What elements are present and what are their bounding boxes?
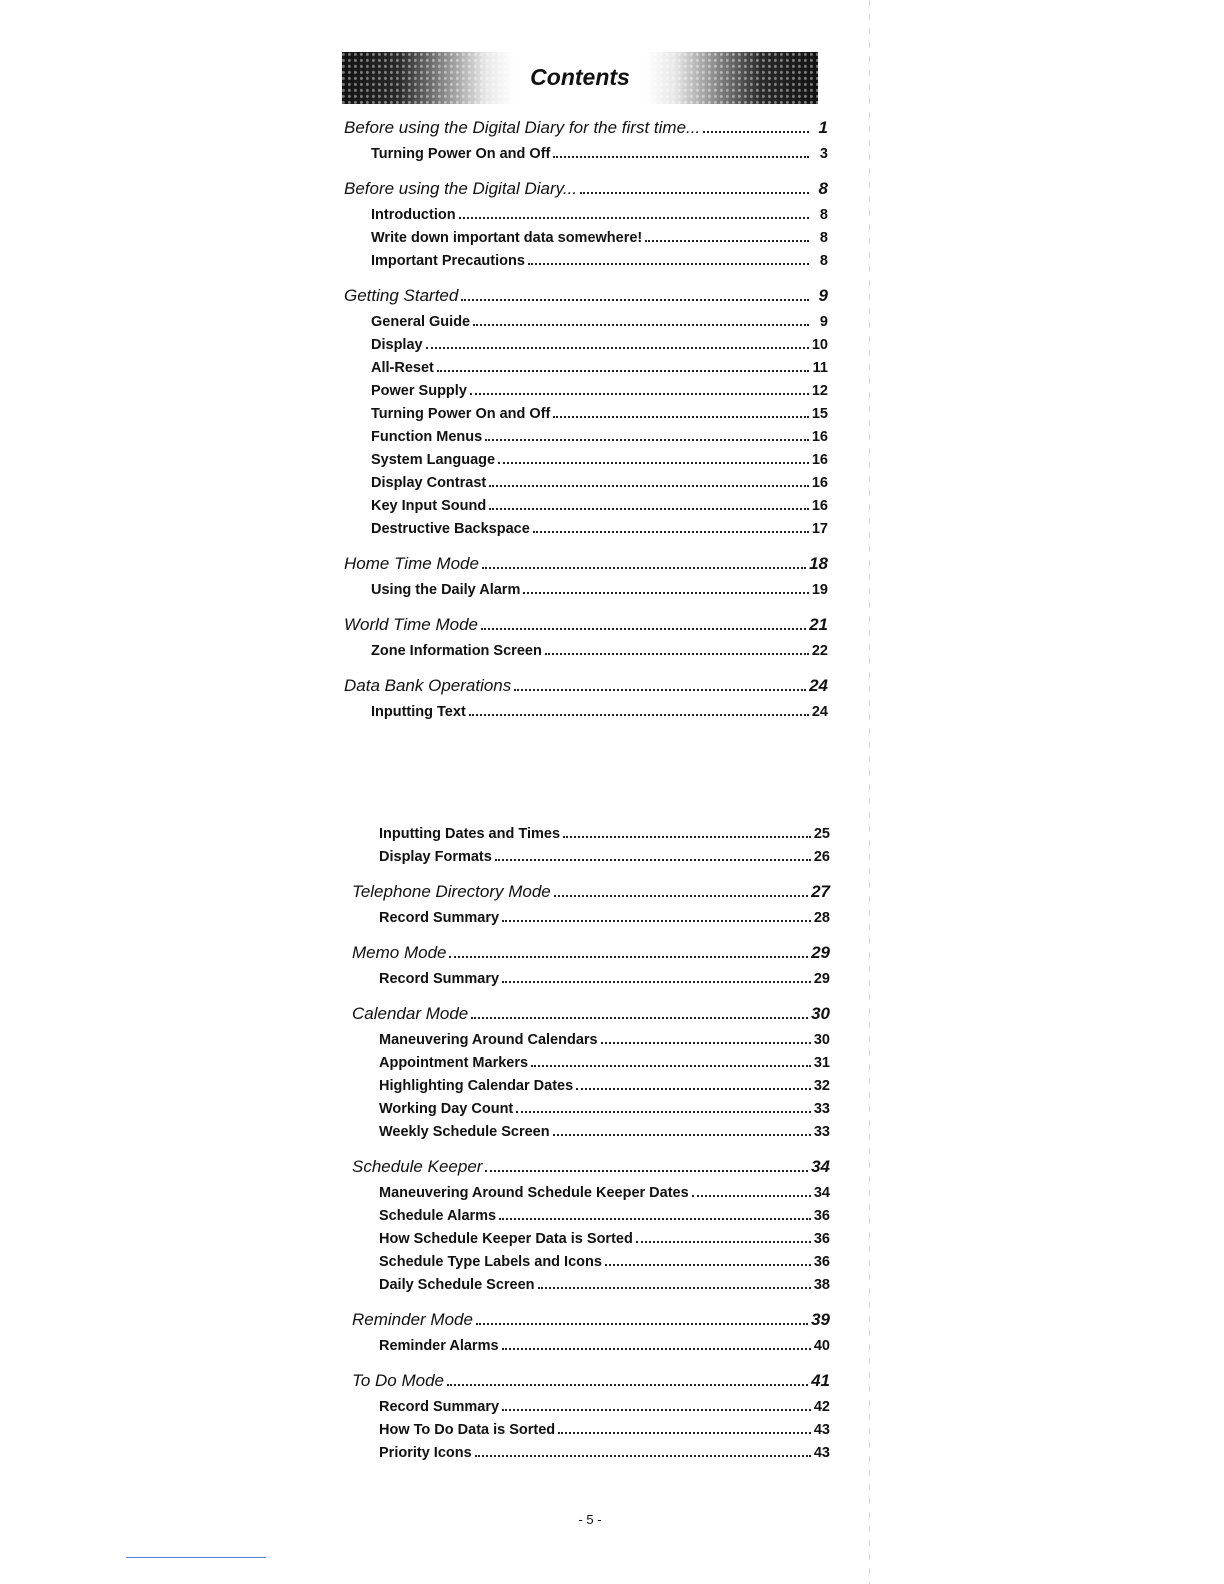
toc-section-heading[interactable] (352, 1371, 830, 1399)
toc-entry[interactable] (344, 498, 828, 521)
toc-entry[interactable] (344, 452, 828, 475)
toc-entry[interactable] (352, 1078, 830, 1101)
toc-entry-label: Power Supply (371, 383, 467, 399)
dot-leader (563, 836, 811, 838)
toc-section-heading[interactable] (344, 286, 828, 314)
toc-entry-page: 36 (813, 1208, 830, 1224)
toc-section (352, 1004, 830, 1147)
table-of-contents-top (344, 118, 828, 727)
dot-leader (605, 1264, 811, 1266)
toc-entry-page: 30 (813, 1032, 830, 1048)
toc-entry-page: 28 (813, 910, 830, 926)
toc-entry-label: Inputting Text (371, 704, 466, 720)
toc-section-heading[interactable] (352, 943, 830, 971)
toc-entry[interactable] (344, 475, 828, 498)
toc-entry-label: Zone Information Screen (371, 643, 542, 659)
scan-edge-line (869, 0, 870, 1584)
toc-heading-label: Getting Started (344, 286, 459, 305)
toc-entry[interactable] (344, 429, 828, 452)
toc-section (344, 118, 828, 169)
dot-leader (703, 131, 809, 133)
toc-section-heading[interactable] (344, 615, 828, 643)
toc-entry-page: 34 (813, 1185, 830, 1201)
toc-heading-label: Calendar Mode (352, 1004, 469, 1023)
dot-leader (502, 920, 811, 922)
toc-entry[interactable] (344, 146, 828, 169)
dot-leader (461, 299, 809, 301)
dot-leader (495, 859, 811, 861)
toc-heading-label: Home Time Mode (344, 554, 479, 573)
dot-leader (473, 324, 809, 326)
dot-leader (531, 1065, 811, 1067)
toc-section (344, 286, 828, 544)
toc-entry-page: 31 (813, 1055, 830, 1071)
toc-entry-label: Display Formats (379, 849, 492, 865)
toc-entry[interactable] (352, 1055, 830, 1078)
toc-entry-label: Highlighting Calendar Dates (379, 1078, 574, 1094)
dot-leader (645, 240, 809, 242)
toc-section-heading[interactable] (352, 1310, 830, 1338)
toc-entry-page: 3 (819, 146, 828, 162)
dot-leader (553, 156, 809, 158)
toc-section (344, 615, 828, 666)
toc-entry[interactable] (352, 1185, 830, 1208)
toc-section (344, 179, 828, 276)
toc-section-heading[interactable] (344, 676, 828, 704)
toc-heading-page: 30 (811, 1004, 830, 1023)
toc-entry-page: 42 (813, 1399, 830, 1415)
toc-entry-label: All-Reset (371, 360, 434, 376)
toc-section-heading[interactable] (344, 179, 828, 207)
dot-leader (482, 567, 806, 569)
toc-heading-page: 21 (809, 615, 828, 634)
dot-leader (489, 508, 809, 510)
toc-entry[interactable] (344, 383, 828, 406)
dot-leader (471, 1017, 808, 1019)
toc-entry[interactable] (344, 406, 828, 429)
toc-entry-label: Record Summary (379, 910, 500, 926)
toc-heading-label: Telephone Directory Mode (352, 882, 551, 901)
toc-entry-label: Introduction (371, 207, 456, 223)
toc-entry[interactable] (352, 826, 830, 849)
toc-entry-page: 24 (811, 704, 828, 720)
toc-entry[interactable] (352, 1338, 830, 1361)
toc-entry[interactable] (352, 910, 830, 933)
toc-heading-page: 1 (818, 118, 828, 137)
toc-section (352, 882, 830, 933)
toc-heading-label: World Time Mode (344, 615, 478, 634)
table-of-contents-bottom (352, 826, 830, 1468)
toc-heading-label: Before using the Digital Diary... (344, 179, 578, 198)
toc-section (352, 1371, 830, 1468)
toc-entry-page: 8 (819, 230, 828, 246)
toc-heading-page: 41 (811, 1371, 830, 1390)
dot-leader (601, 1042, 811, 1044)
toc-entry-label: Display Contrast (371, 475, 487, 491)
dot-leader (459, 217, 809, 219)
toc-heading-page: 27 (811, 882, 830, 901)
toc-entry-page: 16 (811, 475, 828, 491)
toc-entry-page: 17 (811, 521, 828, 537)
toc-entry-page: 10 (811, 337, 828, 353)
toc-entry-label: Maneuvering Around Calendars (379, 1032, 598, 1048)
toc-section-heading[interactable] (352, 1004, 830, 1032)
toc-section (352, 1310, 830, 1361)
dot-leader (502, 1409, 811, 1411)
toc-entry-label: How To Do Data is Sorted (379, 1422, 556, 1438)
toc-entry-label: Maneuvering Around Schedule Keeper Dates (379, 1185, 689, 1201)
toc-heading-label: Memo Mode (352, 943, 447, 962)
dot-leader (545, 653, 809, 655)
dot-leader (469, 714, 809, 716)
toc-entry[interactable] (344, 230, 828, 253)
toc-entry-page: 22 (811, 643, 828, 659)
toc-entry-label: Key Input Sound (371, 498, 487, 514)
toc-entry-label: Display (371, 337, 423, 353)
toc-section-heading[interactable] (344, 118, 828, 146)
toc-entry-page: 16 (811, 498, 828, 514)
toc-entry-page: 32 (813, 1078, 830, 1094)
dot-leader (426, 347, 809, 349)
toc-entry-label: Turning Power On and Off (371, 146, 551, 162)
dot-leader (554, 895, 808, 897)
toc-entry[interactable] (352, 1254, 830, 1277)
dot-leader (692, 1195, 811, 1197)
toc-heading-page: 8 (818, 179, 828, 198)
toc-entry-page: 26 (813, 849, 830, 865)
toc-entry-label: Priority Icons (379, 1445, 472, 1461)
toc-heading-page: 24 (809, 676, 828, 695)
toc-entry-page: 43 (813, 1422, 830, 1438)
toc-entry[interactable] (344, 360, 828, 383)
toc-entry-label: Weekly Schedule Screen (379, 1124, 550, 1140)
dot-leader (499, 1218, 811, 1220)
dot-leader (528, 263, 809, 265)
scan-underline (126, 1557, 266, 1558)
dot-leader (502, 1348, 811, 1350)
toc-entry-page: 38 (813, 1277, 830, 1293)
toc-entry-label: Turning Power On and Off (371, 406, 551, 422)
toc-heading-page: 39 (811, 1310, 830, 1329)
toc-entry-label: Using the Daily Alarm (371, 582, 521, 598)
toc-entry-page: 36 (813, 1254, 830, 1270)
dot-leader (470, 393, 809, 395)
dot-leader (502, 981, 811, 983)
toc-heading-label: Data Bank Operations (344, 676, 512, 695)
toc-entry-page: 12 (811, 383, 828, 399)
dot-leader (449, 956, 808, 958)
toc-entry[interactable] (352, 1277, 830, 1300)
toc-entry-label: Write down important data somewhere! (371, 230, 643, 246)
toc-entry[interactable] (352, 1124, 830, 1147)
toc-entry-label: Working Day Count (379, 1101, 514, 1117)
dot-leader (558, 1432, 811, 1434)
toc-entry-page: 33 (813, 1124, 830, 1140)
toc-entry-page: 43 (813, 1445, 830, 1461)
toc-section-heading[interactable] (352, 882, 830, 910)
dot-leader (489, 485, 809, 487)
contents-banner (342, 52, 818, 104)
toc-entry-page: 16 (811, 429, 828, 445)
toc-entry[interactable] (344, 207, 828, 230)
toc-entry-page: 8 (819, 253, 828, 269)
toc-entry-page: 25 (813, 826, 830, 842)
toc-heading-page: 29 (811, 943, 830, 962)
toc-entry[interactable] (344, 582, 828, 605)
toc-entry[interactable] (352, 1101, 830, 1124)
dot-leader (553, 1134, 811, 1136)
toc-entry[interactable] (352, 1445, 830, 1468)
toc-entry[interactable] (352, 971, 830, 994)
toc-entry-page: 9 (819, 314, 828, 330)
toc-entry-page: 11 (812, 360, 828, 376)
toc-entry-label: Function Menus (371, 429, 483, 445)
dot-leader (485, 439, 809, 441)
toc-entry-label: Daily Schedule Screen (379, 1277, 535, 1293)
toc-section-heading[interactable] (352, 1157, 830, 1185)
dot-leader (437, 370, 809, 372)
dot-leader (538, 1287, 811, 1289)
dot-leader (553, 416, 808, 418)
toc-heading-page: 18 (809, 554, 828, 573)
toc-entry-label: Appointment Markers (379, 1055, 529, 1071)
dot-leader (481, 628, 806, 630)
dot-leader (576, 1088, 811, 1090)
toc-entry[interactable] (352, 1422, 830, 1445)
toc-entry[interactable] (344, 521, 828, 544)
dot-leader (447, 1384, 808, 1386)
toc-entry[interactable] (344, 337, 828, 360)
toc-entry-page: 33 (813, 1101, 830, 1117)
toc-entry-label: Record Summary (379, 971, 500, 987)
toc-entry-label: Schedule Alarms (379, 1208, 497, 1224)
toc-entry-page: 40 (813, 1338, 830, 1354)
toc-section (344, 554, 828, 605)
dot-leader (498, 462, 809, 464)
toc-entry-page: 16 (811, 452, 828, 468)
page-title: Contents (530, 64, 630, 90)
toc-section (344, 676, 828, 727)
toc-entry[interactable] (352, 849, 830, 872)
dot-leader (475, 1455, 811, 1457)
toc-heading-page: 34 (811, 1157, 830, 1176)
toc-entry-label: Record Summary (379, 1399, 500, 1415)
toc-heading-label: To Do Mode (352, 1371, 444, 1390)
toc-entry[interactable] (344, 704, 828, 727)
dot-leader (636, 1241, 811, 1243)
toc-entry-label: Reminder Alarms (379, 1338, 499, 1354)
toc-entry[interactable] (344, 253, 828, 276)
toc-entry-page: 8 (819, 207, 828, 223)
dot-leader (523, 592, 809, 594)
toc-section (352, 826, 830, 872)
toc-entry-label: Destructive Backspace (371, 521, 530, 537)
toc-section (352, 1157, 830, 1300)
toc-entry-label: General Guide (371, 314, 471, 330)
dot-leader (514, 689, 806, 691)
toc-entry[interactable] (344, 314, 828, 337)
toc-entry-label: How Schedule Keeper Data is Sorted (379, 1231, 633, 1247)
toc-heading-page: 9 (818, 286, 828, 305)
toc-entry-label: Schedule Type Labels and Icons (379, 1254, 602, 1270)
toc-entry[interactable] (352, 1231, 830, 1254)
toc-heading-label: Reminder Mode (352, 1310, 473, 1329)
dot-leader (476, 1323, 808, 1325)
toc-entry-label: Important Precautions (371, 253, 525, 269)
toc-entry-page: 36 (813, 1231, 830, 1247)
page-number: - 5 - (578, 1512, 602, 1527)
toc-entry-page: 15 (811, 406, 828, 422)
toc-entry-page: 29 (813, 971, 830, 987)
toc-heading-label: Schedule Keeper (352, 1157, 483, 1176)
toc-entry[interactable] (344, 643, 828, 666)
toc-section-heading[interactable] (344, 554, 828, 582)
toc-entry[interactable] (352, 1032, 830, 1055)
dot-leader (485, 1170, 808, 1172)
toc-entry[interactable] (352, 1208, 830, 1231)
toc-entry-label: System Language (371, 452, 496, 468)
toc-heading-label: Before using the Digital Diary for the first time... (344, 118, 701, 137)
dot-leader (580, 192, 809, 194)
toc-entry-page: 19 (811, 582, 828, 598)
toc-section (352, 943, 830, 994)
toc-entry[interactable] (352, 1399, 830, 1422)
dot-leader (516, 1111, 811, 1113)
dot-leader (533, 531, 809, 533)
toc-entry-label: Inputting Dates and Times (379, 826, 561, 842)
